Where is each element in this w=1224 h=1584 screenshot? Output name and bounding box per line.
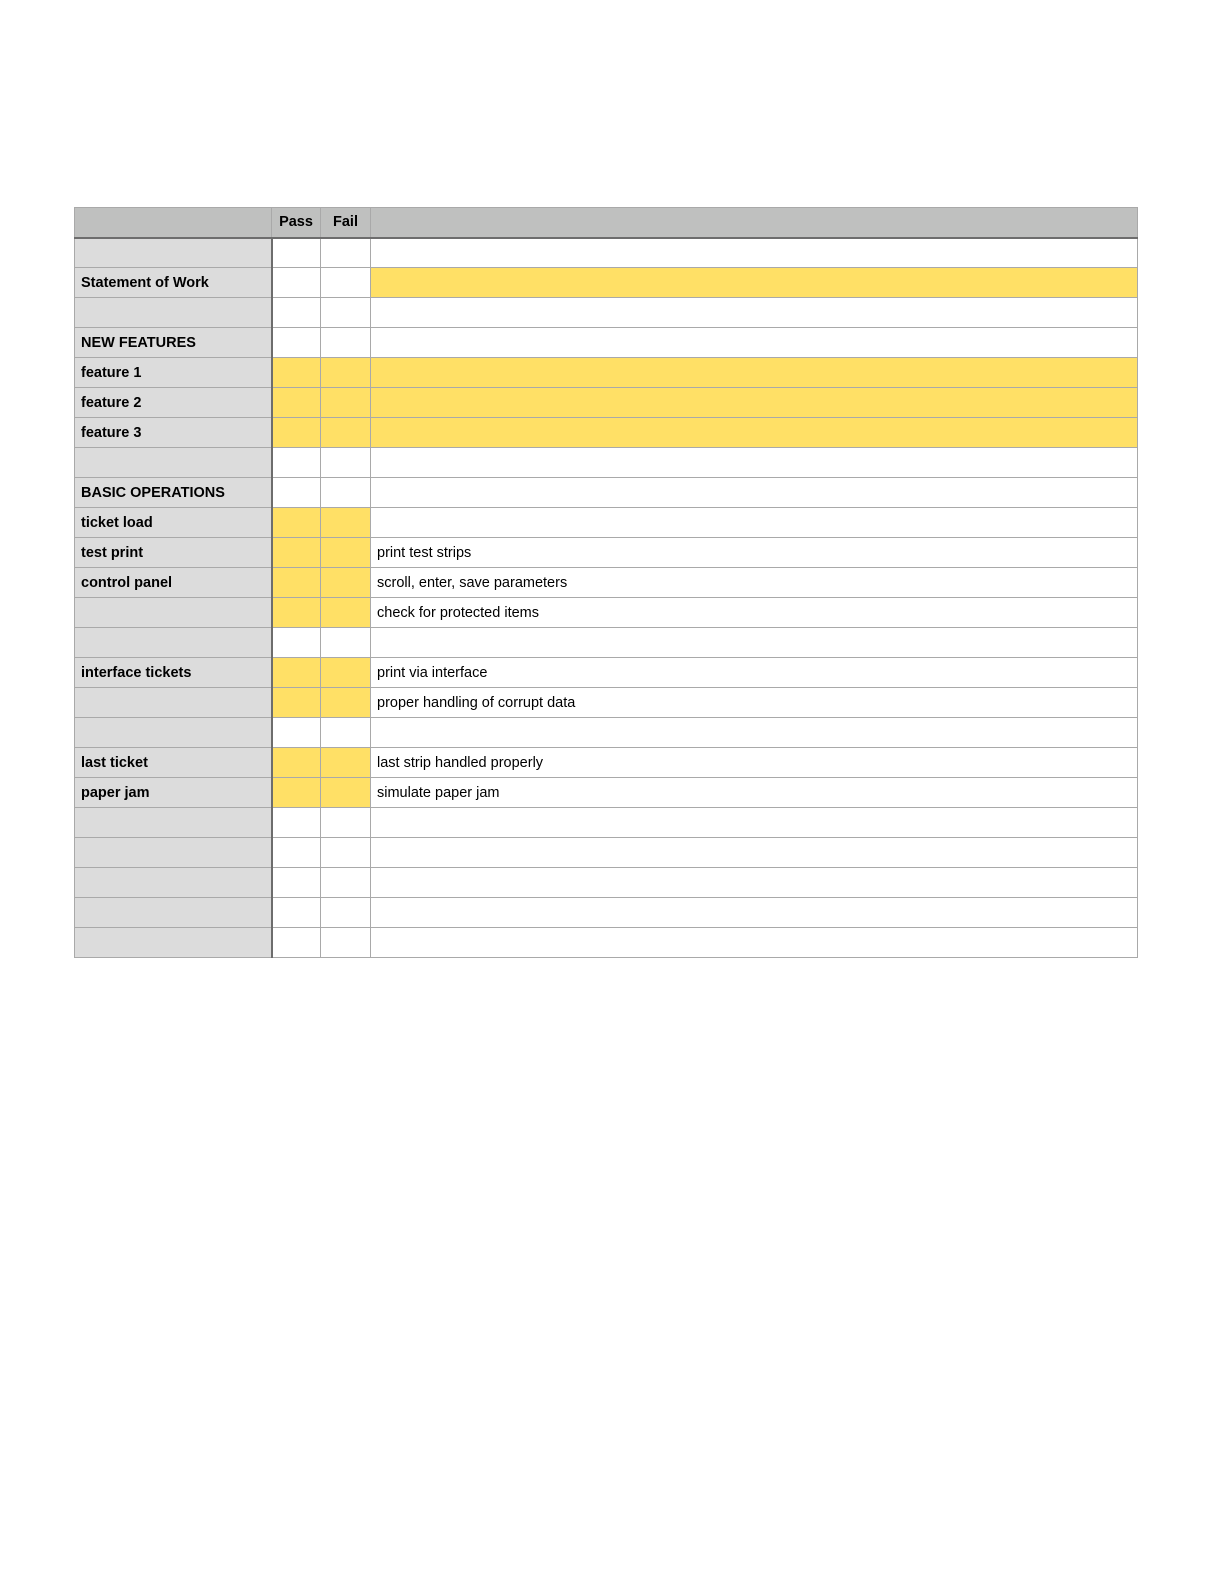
table-row xyxy=(75,328,1138,358)
table-row xyxy=(75,808,1138,838)
pass-cell[interactable] xyxy=(272,358,321,388)
table-row xyxy=(75,868,1138,898)
notes-cell[interactable]: print test strips xyxy=(371,538,1138,568)
notes-cell[interactable] xyxy=(371,448,1138,478)
notes-cell[interactable] xyxy=(371,838,1138,868)
fail-cell[interactable] xyxy=(321,448,371,478)
notes-cell[interactable] xyxy=(371,388,1138,418)
pass-cell[interactable] xyxy=(272,628,321,658)
fail-cell[interactable] xyxy=(321,868,371,898)
table-row xyxy=(75,658,1138,688)
table-row xyxy=(75,298,1138,328)
table-row xyxy=(75,928,1138,958)
notes-cell[interactable]: simulate paper jam xyxy=(371,778,1138,808)
notes-cell[interactable] xyxy=(371,358,1138,388)
pass-cell[interactable] xyxy=(272,688,321,718)
pass-cell[interactable] xyxy=(272,808,321,838)
pass-cell[interactable] xyxy=(272,778,321,808)
row-label-cell[interactable] xyxy=(75,808,272,838)
header-fail-cell[interactable]: Fail xyxy=(321,208,371,238)
notes-cell[interactable] xyxy=(371,298,1138,328)
notes-cell[interactable] xyxy=(371,418,1138,448)
row-label-cell[interactable] xyxy=(75,838,272,868)
row-label-cell[interactable] xyxy=(75,298,272,328)
pass-cell[interactable] xyxy=(272,298,321,328)
pass-cell[interactable] xyxy=(272,238,321,268)
pass-cell[interactable] xyxy=(272,898,321,928)
fail-cell[interactable] xyxy=(321,838,371,868)
row-label-cell[interactable] xyxy=(75,928,272,958)
fail-cell[interactable] xyxy=(321,298,371,328)
fail-cell[interactable] xyxy=(321,538,371,568)
pass-cell[interactable] xyxy=(272,748,321,778)
row-label-cell[interactable]: last ticket xyxy=(75,748,272,778)
table-row xyxy=(75,898,1138,928)
row-label-cell[interactable] xyxy=(75,898,272,928)
fail-cell[interactable] xyxy=(321,358,371,388)
notes-cell[interactable] xyxy=(371,718,1138,748)
pass-cell[interactable] xyxy=(272,868,321,898)
fail-cell[interactable] xyxy=(321,388,371,418)
table-row xyxy=(75,538,1138,568)
fail-cell[interactable] xyxy=(321,568,371,598)
pass-cell[interactable] xyxy=(272,598,321,628)
fail-cell[interactable] xyxy=(321,598,371,628)
pass-cell[interactable] xyxy=(272,568,321,598)
header-notes-cell[interactable] xyxy=(371,208,1138,238)
table-row xyxy=(75,238,1138,268)
pass-cell[interactable] xyxy=(272,388,321,418)
table-row xyxy=(75,748,1138,778)
notes-cell[interactable] xyxy=(371,808,1138,838)
table-row xyxy=(75,568,1138,598)
table-row xyxy=(75,688,1138,718)
table-row xyxy=(75,388,1138,418)
fail-cell[interactable] xyxy=(321,898,371,928)
row-label-cell[interactable] xyxy=(75,628,272,658)
pass-cell[interactable] xyxy=(272,928,321,958)
row-label-cell[interactable]: paper jam xyxy=(75,778,272,808)
fail-cell[interactable] xyxy=(321,658,371,688)
row-label-cell[interactable]: NEW FEATURES xyxy=(75,328,272,358)
notes-cell[interactable] xyxy=(371,238,1138,268)
fail-cell[interactable] xyxy=(321,808,371,838)
notes-cell[interactable] xyxy=(371,508,1138,538)
header-label-cell[interactable] xyxy=(75,208,272,238)
fail-cell[interactable] xyxy=(321,688,371,718)
table-row xyxy=(75,448,1138,478)
table-row xyxy=(75,628,1138,658)
row-label-cell[interactable]: test print xyxy=(75,538,272,568)
notes-cell[interactable]: check for protected items xyxy=(371,598,1138,628)
fail-cell[interactable] xyxy=(321,328,371,358)
row-label-cell[interactable] xyxy=(75,238,272,268)
header-pass-cell[interactable]: Pass xyxy=(272,208,321,238)
row-label-cell[interactable]: ticket load xyxy=(75,508,272,538)
fail-cell[interactable] xyxy=(321,718,371,748)
pass-cell[interactable] xyxy=(272,508,321,538)
row-label-cell[interactable]: feature 3 xyxy=(75,418,272,448)
fail-cell[interactable] xyxy=(321,478,371,508)
fail-cell[interactable] xyxy=(321,508,371,538)
notes-cell[interactable] xyxy=(371,478,1138,508)
table-row xyxy=(75,718,1138,748)
row-label-cell[interactable] xyxy=(75,688,272,718)
table-row xyxy=(75,478,1138,508)
notes-cell[interactable] xyxy=(371,928,1138,958)
fail-cell[interactable] xyxy=(321,628,371,658)
pass-cell[interactable] xyxy=(272,838,321,868)
fail-cell[interactable] xyxy=(321,928,371,958)
pass-cell[interactable] xyxy=(272,718,321,748)
fail-cell[interactable] xyxy=(321,778,371,808)
table-row xyxy=(75,598,1138,628)
row-label-cell[interactable]: feature 2 xyxy=(75,388,272,418)
table-row xyxy=(75,268,1138,298)
notes-cell[interactable] xyxy=(371,868,1138,898)
notes-cell[interactable]: scroll, enter, save parameters xyxy=(371,568,1138,598)
fail-cell[interactable] xyxy=(321,418,371,448)
pass-cell[interactable] xyxy=(272,478,321,508)
table-row xyxy=(75,508,1138,538)
notes-cell[interactable]: print via interface xyxy=(371,658,1138,688)
pass-cell[interactable] xyxy=(272,658,321,688)
notes-cell[interactable] xyxy=(371,268,1138,298)
pass-cell[interactable] xyxy=(272,328,321,358)
notes-cell[interactable] xyxy=(371,328,1138,358)
row-label-cell[interactable] xyxy=(75,718,272,748)
fail-cell[interactable] xyxy=(321,748,371,778)
row-label-cell[interactable]: control panel xyxy=(75,568,272,598)
row-label-cell[interactable]: interface tickets xyxy=(75,658,272,688)
fail-cell[interactable] xyxy=(321,238,371,268)
pass-cell[interactable] xyxy=(272,268,321,298)
fail-cell[interactable] xyxy=(321,268,371,298)
row-label-cell[interactable]: Statement of Work xyxy=(75,268,272,298)
header-row xyxy=(75,208,1138,238)
test-checklist-table xyxy=(74,207,1138,958)
row-label-cell[interactable] xyxy=(75,448,272,478)
pass-cell[interactable] xyxy=(272,538,321,568)
notes-cell[interactable]: proper handling of corrupt data xyxy=(371,688,1138,718)
notes-cell[interactable]: last strip handled properly xyxy=(371,748,1138,778)
pass-cell[interactable] xyxy=(272,418,321,448)
table-row xyxy=(75,838,1138,868)
table-row xyxy=(75,418,1138,448)
table-body xyxy=(75,238,1138,958)
row-label-cell[interactable]: BASIC OPERATIONS xyxy=(75,478,272,508)
table-row xyxy=(75,358,1138,388)
row-label-cell[interactable] xyxy=(75,868,272,898)
pass-cell[interactable] xyxy=(272,448,321,478)
notes-cell[interactable] xyxy=(371,628,1138,658)
row-label-cell[interactable] xyxy=(75,598,272,628)
table-row xyxy=(75,778,1138,808)
row-label-cell[interactable]: feature 1 xyxy=(75,358,272,388)
notes-cell[interactable] xyxy=(371,898,1138,928)
